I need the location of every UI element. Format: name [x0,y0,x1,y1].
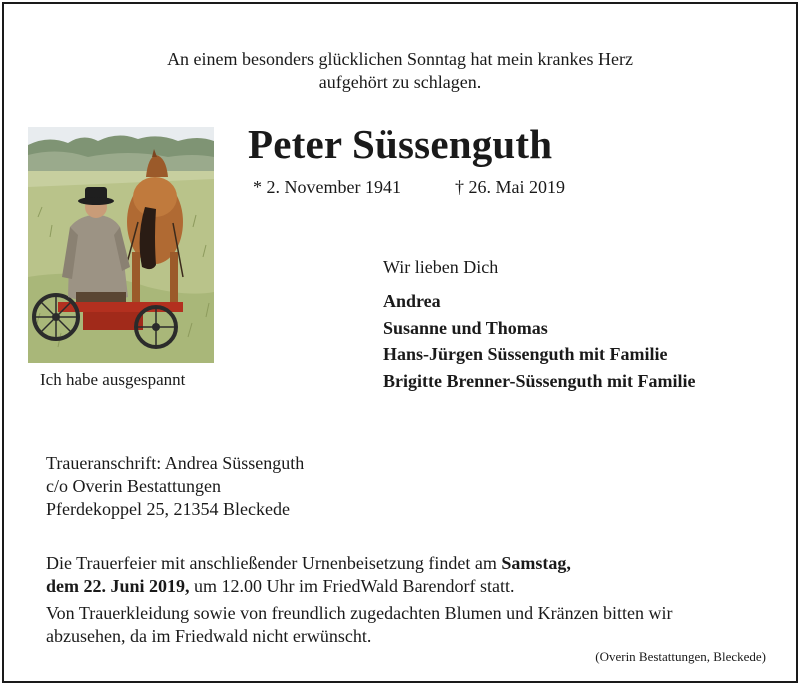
death-date: † 26. Mai 2019 [455,177,565,197]
ceremony-text-2: um 12.00 Uhr im FriedWald Barendorf statt. [189,576,515,596]
address-line-1: Traueranschrift: Andrea Süssenguth [46,453,305,473]
mourner-name: Andrea [383,291,441,311]
ceremony-date: dem 22. Juni 2019, [46,576,190,596]
horse-and-rider-illustration [28,127,214,363]
verse-line-2: aufgehört zu schlagen. [318,72,482,92]
mourner-name: Hans-Jürgen Süssenguth mit Familie [383,344,668,364]
address-line-3: Pferdekoppel 25, 21354 Bleckede [46,499,290,519]
note-line-1: Von Trauerkleidung sowie von freundlich zugedachten Blumen und Kränzen bitten wir [46,603,673,623]
mourning-address [46,452,304,521]
birth-date: * 2. November 1941 [253,177,401,197]
mourners-intro: Wir lieben Dich [383,257,499,277]
ceremony-notice [46,552,766,598]
mourner-name: Brigitte Brenner-Süssenguth mit Familie [383,370,696,391]
picture-caption: Ich habe ausgespannt [40,370,186,389]
ceremony-text-1: Die Trauerfeier mit anschließender Urnenbeisetzung findet am [46,553,502,573]
mourner-name: Susanne und Thomas [383,317,548,338]
address-line-2: c/o Overin Bestattungen [46,476,221,496]
ceremony-day: Samstag, [501,553,571,573]
note-line-2: abzusehen, da im Friedwald nicht erwünscht. [46,626,372,646]
flowers-note [46,602,786,648]
deceased-name: Peter Süssenguth [248,121,553,167]
undertaker-credit: (Overin Bestattungen, Bleckede) [595,649,766,664]
verse-line-1: An einem besonders glücklichen Sonntag hat mein krankes Herz [167,49,633,69]
verse [0,48,800,94]
mourners-list [383,288,695,394]
